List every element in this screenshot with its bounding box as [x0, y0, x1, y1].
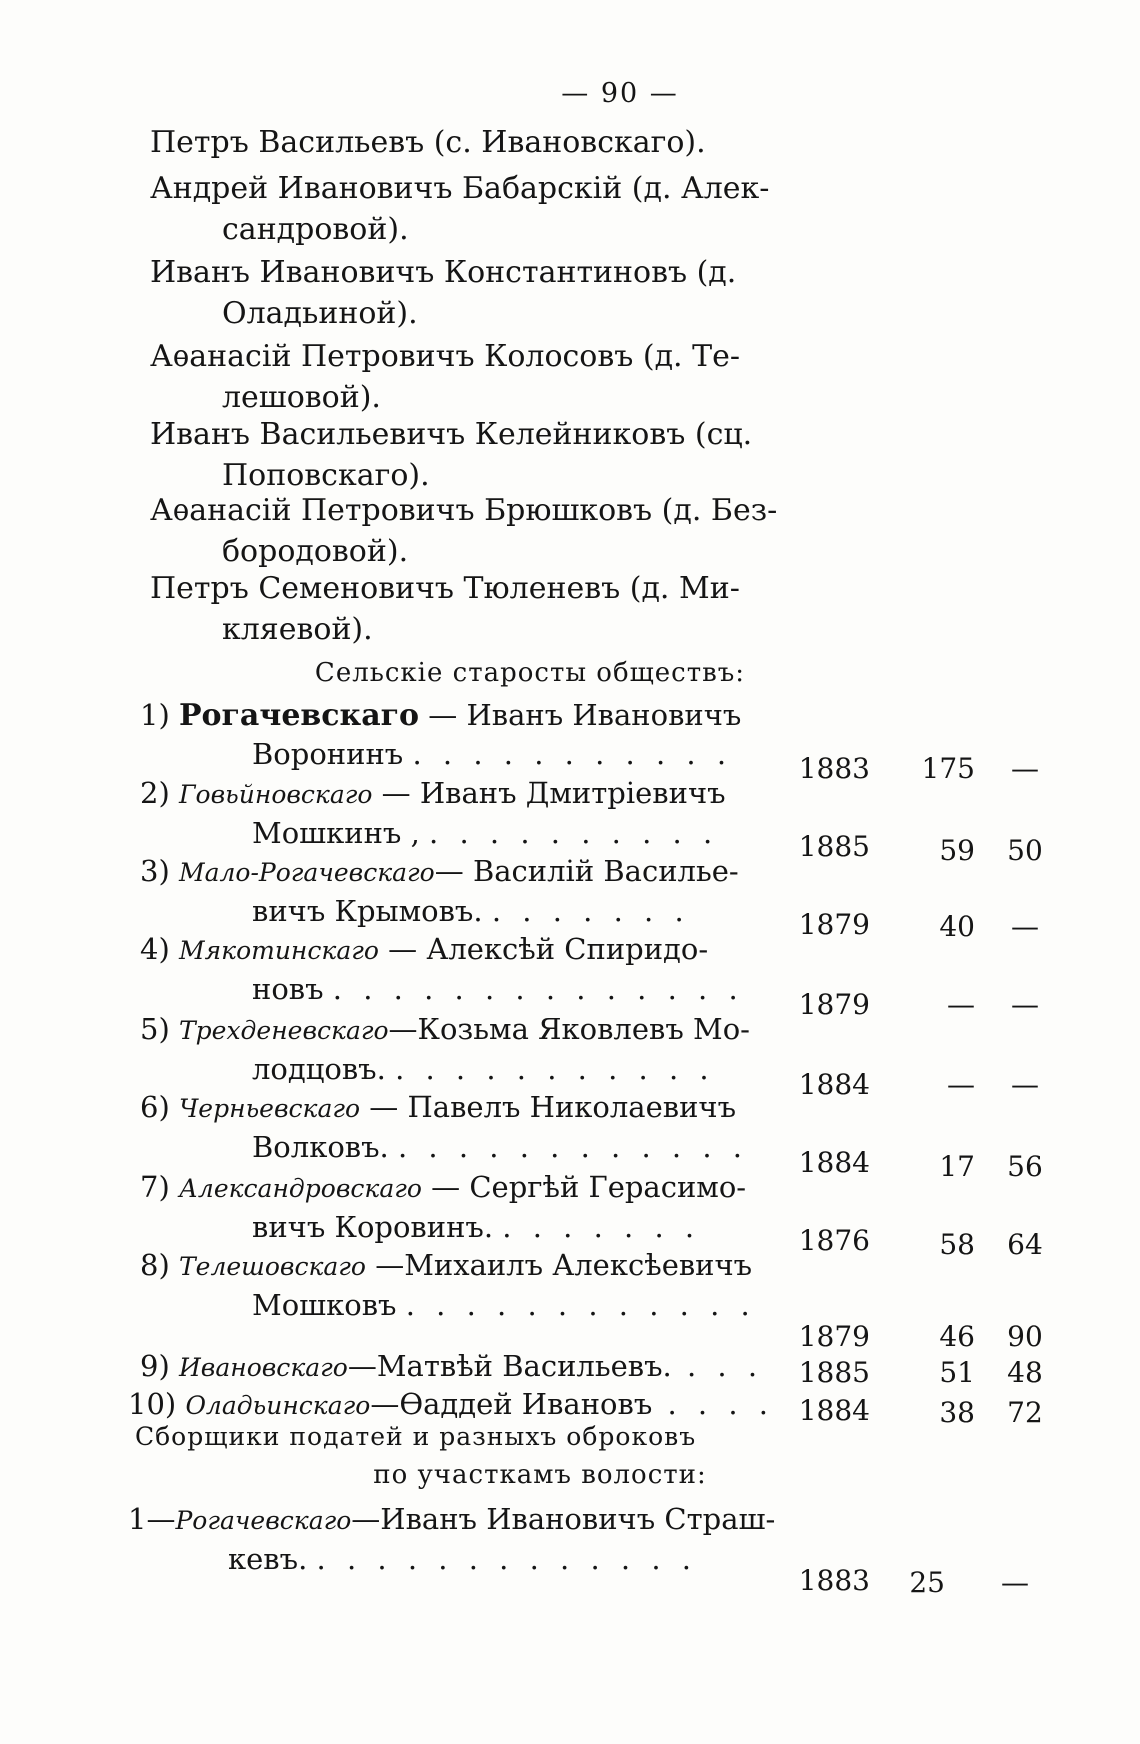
elder-name-cont: Воронинъ	[252, 737, 404, 771]
collector-kopecks: —	[1001, 1566, 1029, 1599]
elder-row	[0, 1346, 1140, 1389]
official-entry	[150, 490, 790, 572]
elder-community: Трехденевскаго	[178, 1016, 389, 1045]
elder-row	[0, 1246, 1140, 1353]
elder-community: Ивановскаго	[178, 1353, 348, 1382]
elder-text	[140, 1168, 780, 1246]
collector-year: 1883	[798, 1564, 870, 1597]
elder-row	[0, 852, 1140, 943]
elder-number: 3)	[140, 854, 170, 888]
official-line: Аѳанасій Петровичъ Колосовъ (д. Те-	[150, 339, 741, 374]
elder-name: —Ѳаддей Ивановъ	[370, 1387, 653, 1421]
elder-number: 2)	[140, 776, 170, 810]
elder-community: Рогачевскаго	[178, 698, 420, 733]
elder-rubles: —	[947, 988, 975, 1021]
elder-kopecks: —	[1011, 988, 1039, 1021]
official-entry	[150, 122, 790, 163]
elder-name-cont: вичъ Крымовъ.	[252, 894, 483, 928]
elder-row	[0, 1384, 1140, 1429]
elder-kopecks: 48	[1007, 1356, 1043, 1389]
elder-community: Телешовскаго	[178, 1252, 366, 1281]
elder-row	[0, 696, 1140, 785]
elder-name-cont: Мошкинъ ,	[252, 816, 420, 850]
elder-number: 9)	[140, 1349, 170, 1383]
elder-year: 1876	[798, 1224, 870, 1257]
elder-number: 10)	[128, 1387, 177, 1421]
elder-text	[140, 852, 780, 930]
leader-dots: . . . . . . .	[502, 1210, 701, 1244]
elder-year: 1884	[798, 1146, 870, 1179]
official-line: Андрей Ивановичъ Бабарскій (д. Алек-	[150, 171, 770, 206]
elder-name-cont: Мошковъ	[252, 1288, 397, 1322]
elder-text	[140, 1346, 780, 1388]
elder-community: Оладьинскаго	[185, 1391, 371, 1420]
official-line: Петръ Семеновичъ Тюленевъ (д. Ми-	[150, 571, 740, 606]
elder-name: — Иванъ Дмитріевичъ	[372, 776, 726, 810]
elder-kopecks: —	[1011, 910, 1039, 943]
elder-kopecks: —	[1011, 1068, 1039, 1101]
official-line: Петръ Васильевъ (с. Ивановскаго).	[150, 125, 706, 160]
elder-community: Александровскаго	[178, 1174, 422, 1203]
elder-name-cont: вичъ Коровинъ.	[252, 1210, 494, 1244]
leader-dots: . . . . . . .	[491, 894, 690, 928]
leader-dots: . . . . . . . . . . .	[395, 1052, 715, 1086]
elder-community: Мякотинскаго	[178, 936, 379, 965]
official-entry	[150, 568, 790, 650]
elder-name: —Михаилъ Алексѣевичъ	[365, 1248, 753, 1282]
elder-rubles: 175	[921, 752, 975, 785]
elder-name: — Сергѣй Герасимо-	[421, 1170, 747, 1204]
elder-rubles: 40	[939, 910, 975, 943]
official-line-cont: лешовой).	[222, 380, 381, 415]
official-line-cont: кляевой).	[222, 612, 373, 647]
elder-number: 4)	[140, 932, 170, 966]
official-entry	[150, 168, 790, 250]
elder-kopecks: 56	[1007, 1150, 1043, 1183]
elder-name-cont: новъ	[252, 972, 324, 1006]
elder-name: —Матвѣй Васильевъ.	[347, 1349, 672, 1383]
elder-kopecks: 50	[1007, 834, 1043, 867]
elder-text	[140, 696, 780, 773]
leader-dots: . . . . . . . . . . . .	[405, 1288, 756, 1322]
elder-row	[0, 930, 1140, 1021]
official-line-cont: Оладьиной).	[222, 296, 418, 331]
elder-community: Мало-Рогачевскаго	[178, 858, 435, 887]
elder-text	[140, 1010, 780, 1088]
elder-year: 1883	[798, 752, 870, 785]
elder-number: 6)	[140, 1090, 170, 1124]
elders-heading: Сельскіе старосты обществъ:	[314, 658, 746, 688]
elder-kopecks: 72	[1007, 1396, 1043, 1429]
elder-community: Говьйновскаго	[178, 780, 373, 809]
elder-rubles: 17	[939, 1150, 975, 1183]
elder-year: 1879	[798, 988, 870, 1021]
collector-number: 1—	[128, 1502, 176, 1536]
elder-rubles: 51	[939, 1356, 975, 1389]
official-line: Иванъ Васильевичъ Келейниковъ (сц.	[150, 417, 753, 452]
collector-rubles: 25	[909, 1566, 945, 1599]
official-line: Иванъ Ивановичъ Константиновъ (д.	[150, 255, 737, 290]
elder-row	[0, 1168, 1140, 1261]
collector-name-cont: кевъ.	[228, 1542, 308, 1576]
official-entry	[150, 414, 790, 496]
page-number: — 90 —	[561, 78, 679, 109]
elder-community: Черньевскаго	[178, 1094, 361, 1123]
elder-kopecks: 64	[1007, 1228, 1043, 1261]
leader-dots: . . . . . . . . . .	[429, 816, 719, 850]
leader-dots: . . . .	[652, 1387, 775, 1421]
elder-year: 1879	[798, 908, 870, 941]
collectors-heading: Сборщики податей и разныхъ оброковъ	[135, 1422, 697, 1451]
elder-text	[140, 1246, 780, 1324]
leader-dots: . . . . . . . . . . . . . .	[332, 972, 744, 1006]
elder-row	[0, 1088, 1140, 1183]
leader-dots: . . .	[671, 1349, 764, 1383]
elder-year: 1884	[798, 1394, 870, 1427]
elder-year: 1884	[798, 1068, 870, 1101]
elder-year: 1879	[798, 1320, 870, 1353]
elder-rubles: 46	[939, 1320, 975, 1353]
elder-year: 1885	[798, 830, 870, 863]
official-line-cont: Поповскаго).	[222, 458, 430, 493]
elder-rubles: 38	[939, 1396, 975, 1429]
elder-text	[128, 1384, 775, 1426]
elder-number: 7)	[140, 1170, 170, 1204]
elder-rubles: 59	[939, 834, 975, 867]
collector-row	[0, 1500, 1140, 1599]
official-entry	[150, 336, 790, 418]
elder-name: — Василій Василье-	[434, 854, 739, 888]
elder-name: —Козьма Яковлевъ Мо-	[388, 1012, 750, 1046]
elder-kopecks: —	[1011, 752, 1039, 785]
elder-number: 8)	[140, 1248, 170, 1282]
elder-name: — Павелъ Николаевичъ	[360, 1090, 737, 1124]
official-entry	[150, 252, 790, 334]
elder-name-cont: лодцовъ.	[252, 1052, 386, 1086]
official-line: Аѳанасій Петровичъ Брюшковъ (д. Без-	[150, 493, 778, 528]
official-line-cont: бородовой).	[222, 534, 409, 569]
official-line-cont: сандровой).	[222, 212, 409, 247]
leader-dots: . . . . . . . . . . . . .	[316, 1542, 697, 1576]
collector-district: Рогачевскаго	[175, 1506, 352, 1535]
elder-text	[140, 774, 780, 852]
elder-number: 5)	[140, 1012, 170, 1046]
elder-text	[140, 930, 780, 1008]
elder-name: — Алексѣй Спиридо-	[378, 932, 709, 966]
collectors-subheading: по участкамъ волости:	[373, 1460, 707, 1490]
elder-text	[140, 1088, 780, 1166]
elder-rubles: 58	[939, 1228, 975, 1261]
elder-kopecks: 90	[1007, 1320, 1043, 1353]
elder-row	[0, 774, 1140, 867]
leader-dots: . . . . . . . . . . . .	[398, 1130, 749, 1164]
elder-rubles: —	[947, 1068, 975, 1101]
elder-year: 1885	[798, 1356, 870, 1389]
collector-name: —Иванъ Ивановичъ Страш-	[351, 1502, 776, 1536]
elder-name-cont: Волковъ.	[252, 1130, 389, 1164]
collector-text	[128, 1500, 776, 1578]
leader-dots: . . . . . . . . . . .	[412, 737, 733, 771]
elder-row	[0, 1010, 1140, 1101]
elder-number: 1)	[140, 698, 170, 732]
elder-name: — Иванъ Ивановичъ	[419, 698, 742, 732]
